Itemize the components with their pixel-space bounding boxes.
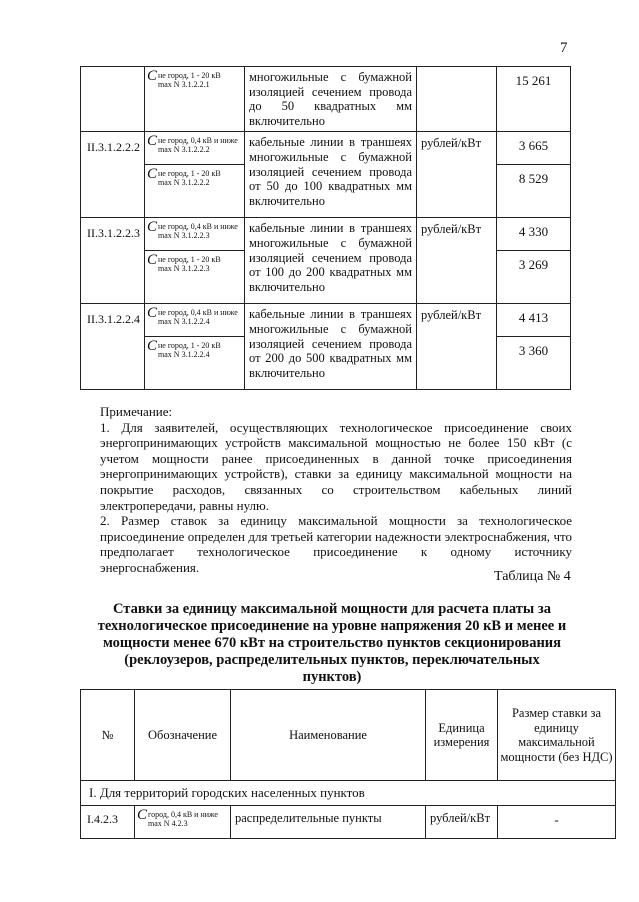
table-row <box>81 218 571 251</box>
symbol-cell: Cне город, 1 - 20 кВ max N 3.1.2.2.2 <box>145 165 245 218</box>
rates-table-4 <box>80 689 616 839</box>
symbol-cell: Cгород, 0,4 кВ и ниже max N 4.2.3 <box>135 806 231 839</box>
value-cell: - <box>498 806 616 839</box>
symbol-cell: Cне город, 0,4 кВ и ниже max N 3.1.2.2.2 <box>145 132 245 165</box>
code-cell: II.3.1.2.2.4 <box>81 304 145 390</box>
page-number: 7 <box>560 40 568 56</box>
code-cell: II.3.1.2.2.2 <box>81 132 145 218</box>
name-cell: кабельные линии в траншеях многожильные с бумажной изоляцией сечением провода от 50 до 100 квадратных мм включительно <box>245 132 417 218</box>
note-block <box>100 404 572 576</box>
value-cell: 15 261 <box>497 67 571 132</box>
unit-cell: рублей/кВт <box>417 218 497 304</box>
symbol-cell: Cне город, 1 - 20 кВ max N 3.1.2.2.3 <box>145 251 245 304</box>
header-symbol: Обозначение <box>135 690 231 781</box>
note-paragraph-1: 1. Для заявителей, осуществляющих технологическое присоединение своих энергопринимающих устройств максимальной мощностью не более 150 кВт (с учетом мощности ранее присоединенных в данной точке присоединения энергопринимающих устройств), ставки за единицу максимальной мощности на покрытие расходов, связанных со строительством кабельных линий электропередачи, равны нулю. <box>100 419 572 513</box>
unit-cell: рублей/кВт <box>417 304 497 390</box>
table-row <box>81 806 616 839</box>
value-cell: 4 413 <box>497 304 571 337</box>
value-cell: 8 529 <box>497 165 571 218</box>
note-paragraph-2: 2. Размер ставок за единицу максимальной мощности за технологическое присоединение определен для третьей категории надежности электроснабжения, что предполагает технологическое присоединение к одному источнику энергоснабжения. <box>100 513 572 575</box>
rates-table-continued <box>80 66 571 390</box>
symbol-cell: Cне город, 1 - 20 кВ max N 3.1.2.2.1 <box>145 67 245 132</box>
name-cell: распределительные пункты <box>231 806 426 839</box>
value-cell: 3 269 <box>497 251 571 304</box>
header-unit: Единица измерения <box>426 690 498 781</box>
code-cell <box>81 67 145 132</box>
symbol-cell: Cне город, 1 - 20 кВ max N 3.1.2.2.4 <box>145 337 245 390</box>
header-rate: Размер ставки за единицу максимальной мощности (без НДС) <box>498 690 616 781</box>
table-header-row <box>81 690 616 781</box>
value-cell: 3 665 <box>497 132 571 165</box>
table-row <box>81 304 571 337</box>
code-cell: II.3.1.2.2.3 <box>81 218 145 304</box>
header-name: Наименование <box>231 690 426 781</box>
name-cell: кабельные линии в траншеях многожильные с бумажной изоляцией сечением провода от 200 до 500 квадратных мм включительно <box>245 304 417 390</box>
name-cell: кабельные линии в траншеях многожильные с бумажной изоляцией сечением провода от 100 до 200 квадратных мм включительно <box>245 218 417 304</box>
section-row <box>81 781 616 806</box>
unit-cell <box>417 67 497 132</box>
table-row <box>81 67 571 132</box>
value-cell: 3 360 <box>497 337 571 390</box>
section-label: I. Для территорий городских населенных пунктов <box>81 781 616 806</box>
symbol-cell: Cне город, 0,4 кВ и ниже max N 3.1.2.2.3 <box>145 218 245 251</box>
table-row <box>81 132 571 165</box>
table-title: Ставки за единицу максимальной мощности для расчета платы за технологическое присоединение на уровне напряжения 20 кВ и менее и мощности менее 670 кВт на строительство пунктов секционирования (реклоузеров, распределительных пунктов, переключательных пунктов) <box>97 601 567 685</box>
note-heading: Примечание: <box>100 404 173 419</box>
unit-cell: рублей/кВт <box>426 806 498 839</box>
header-num: № <box>81 690 135 781</box>
symbol-cell: Cне город, 0,4 кВ и ниже max N 3.1.2.2.4 <box>145 304 245 337</box>
name-cell: многожильные с бумажной изоляцией сечением провода до 50 квадратных мм включительно <box>245 67 417 132</box>
value-cell: 4 330 <box>497 218 571 251</box>
code-cell: I.4.2.3 <box>81 806 135 839</box>
table-label: Таблица № 4 <box>494 569 571 584</box>
unit-cell: рублей/кВт <box>417 132 497 218</box>
